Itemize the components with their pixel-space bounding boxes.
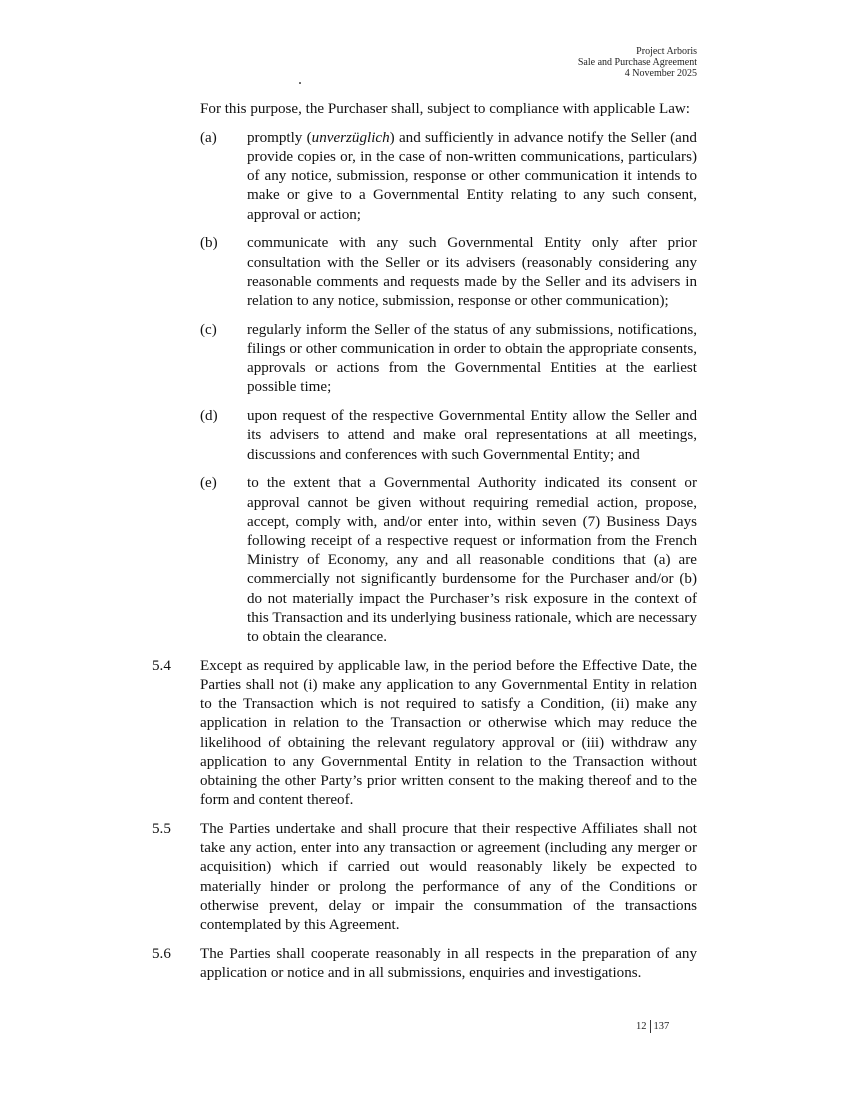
list-item-c: [200, 321, 697, 398]
clause-text: The Parties shall cooperate reasonably in all respects in the preparation of any application or notice and in all submissions, enquiries and investigations.: [200, 945, 697, 982]
document-body: [152, 100, 697, 983]
header-document-title: Sale and Purchase Agreement: [577, 57, 697, 68]
italic-term: unverzüglich: [311, 129, 390, 146]
list-item-label: (e): [200, 475, 217, 492]
clause-text: Except as required by applicable law, in the period before the Effective Date, the Parties shall not (i) make any application to any Governmental Entity in relation to the Transaction which is not required to satisfy a Condition, (ii) make any application in relation to the Transaction or otherwise which may reduce the likelihood of obtaining the relevant regulatory approval or (iii) withdraw any application to any Governmental Entity in relation to the Transaction without obtaining the other Party’s prior written consent to the making thereof and to the form and content thereof.: [200, 657, 697, 809]
stray-dot: [299, 82, 301, 84]
list-item-text: to the extent that a Governmental Authority indicated its consent or approval cannot be given without requiring remedial action, propose, accept, comply with, and/or enter into, within seven (7) Business Days following receipt of a respective request or information from the French Ministry of Economy, any and all reasonable conditions that (a) are commercially not significantly burdensome for the Purchaser and/or (b) do not materially impact the Purchaser’s risk exposure in the context of this Transaction and its underlying business rationale, which are necessary to obtain the clearance.: [247, 475, 697, 646]
list-item-text: communicate with any such Governmental Entity only after prior consultation with the Seller or its advisers (reasonably considering any reasonable comments and requests made by the Seller and its advisers in relation to any notice, submission, response or other communication);: [247, 235, 697, 310]
page-separator: [650, 1020, 651, 1033]
intro-paragraph: For this purpose, the Purchaser shall, subject to compliance with applicable Law:: [200, 101, 691, 117]
list-item-label: (c): [200, 321, 217, 338]
header-date: 4 November 2025: [624, 68, 697, 79]
clause-number: 5.6: [152, 945, 171, 962]
page-number: [636, 1020, 669, 1033]
list-item-label: (d): [200, 408, 218, 425]
list-item-e: [200, 474, 697, 647]
list-item-text: upon request of the respective Governmental Entity allow the Seller and its advisers to attend and make oral representations at all meetings, discussions and conferences with such Governmental Entity; and: [247, 408, 697, 463]
clause-number: 5.4: [152, 657, 171, 674]
list-item-a: [200, 129, 697, 225]
page-header: [578, 46, 697, 79]
clause-number: 5.5: [152, 821, 171, 838]
total-pages: 137: [653, 1021, 670, 1032]
list-item-b: [200, 234, 697, 311]
clause-5-6: [152, 945, 697, 983]
clause-5-4: [152, 657, 697, 811]
clause-text: The Parties undertake and shall procure that their respective Affiliates shall not take any action, enter into any transaction or agreement (including any merger or acquisition) which if carried out would reasonably likely be expected to materially hinder or prolong the performance of any of the Conditions or otherwise prevent, delay or impair the consummation of the transactions contemplated by this Agreement.: [200, 821, 697, 934]
clause-5-5: [152, 820, 697, 935]
list-item-label: (b): [200, 235, 218, 252]
current-page: 12: [636, 1021, 647, 1032]
list-item-text: promptly (unverzüglich) and sufficiently in advance notify the Seller (and provide copies or, in the case of non-written communications, particulars) of any notice, submission, response or other communication it intends to make or give to a Governmental Entity relating to any such consent, approval or action;: [247, 129, 697, 223]
list-item-text: regularly inform the Seller of the status of any submissions, notifications, filings or other communication in order to obtain the appropriate consents, approvals or actions from the Governmental Entities at the earliest possible time;: [247, 321, 697, 396]
list-item-d: [200, 407, 697, 465]
header-project: Project Arboris: [636, 46, 697, 57]
list-item-label: (a): [200, 129, 217, 146]
